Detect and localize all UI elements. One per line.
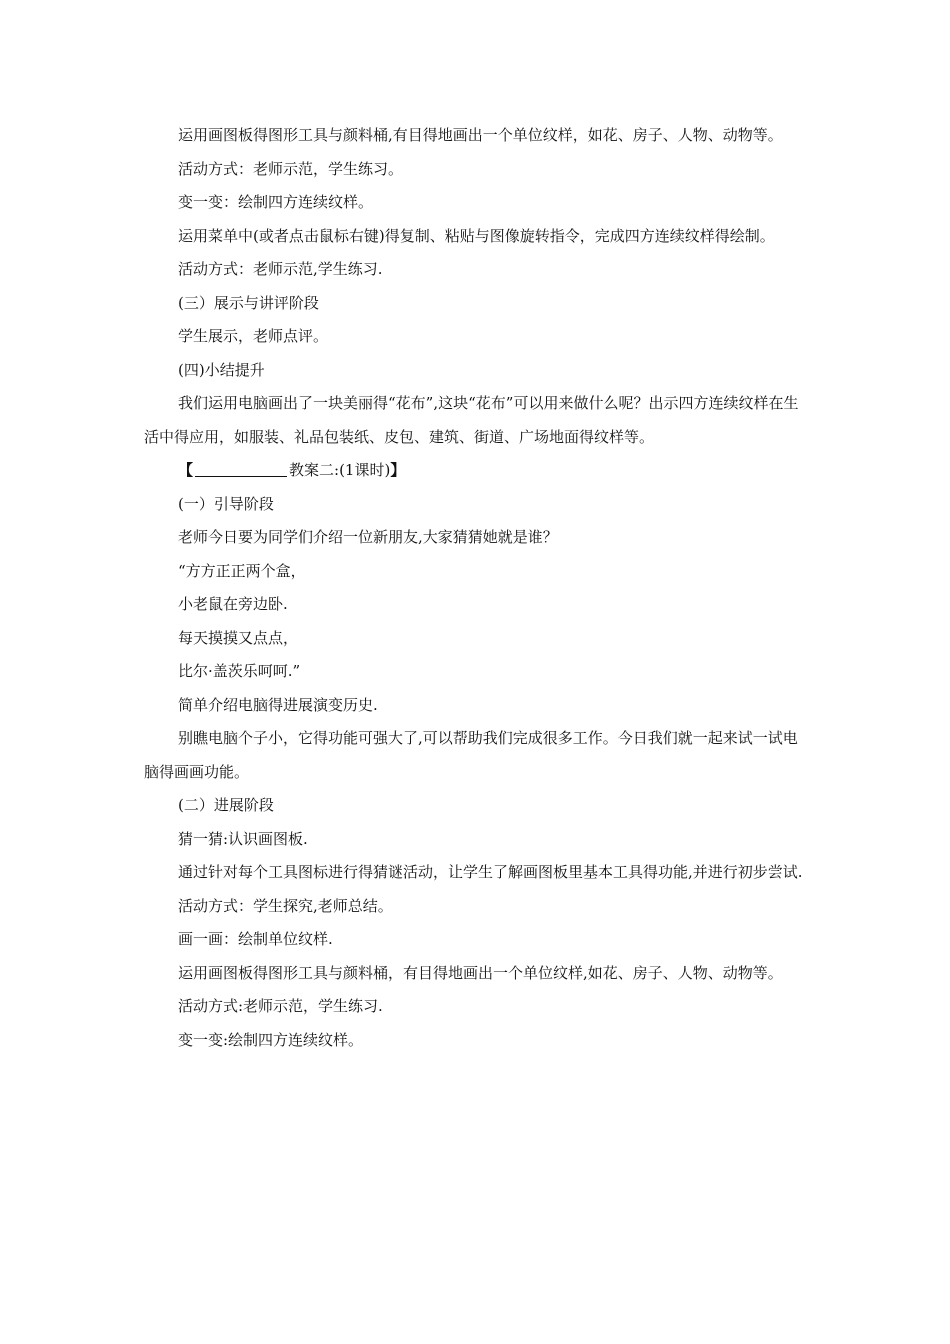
paragraph: 变一变：绘制四方连续纹样。: [178, 193, 374, 211]
paragraph: 我们运用电脑画出了一块美丽得“花布”,这块“花布”可以用来做什么呢？出示四方连续纹样在生活中得应用，如服装、礼品包装纸、皮包、建筑、街道、广场地面得纹样等。: [144, 394, 799, 446]
paragraph: 简单介绍电脑得进展演变历史.: [178, 695, 378, 714]
paragraph: 通过针对每个工具图标进行得猜谜活动，让学生了解画图板里基本工具得功能,并进行初步尝试.: [178, 863, 803, 881]
paragraph: 活动方式：老师示范，学生练习。: [178, 159, 404, 178]
paragraph: 学生展示，老师点评。: [178, 327, 329, 345]
poem-line: “方方正正两个盒，: [178, 561, 306, 580]
poem-line: 每天摸摸又点点，: [178, 628, 299, 647]
paragraph: 活动方式：学生探究,老师总结。: [178, 896, 393, 915]
paragraph: 运用画图板得图形工具与颜料桶，有目得地画出一个单位纹样,如花、房子、人物、动物等。: [178, 963, 783, 982]
paragraph: 猜一猜:认识画图板.: [178, 829, 308, 848]
paragraph: 老师今日要为同学们介绍一位新朋友,大家猜猜她就是谁？: [178, 528, 558, 546]
lesson-heading: [144, 454, 808, 488]
heading-open-bracket: 【: [178, 461, 194, 479]
section-heading: (三）展示与讲评阶段: [178, 293, 319, 312]
paragraph: 变一变:绘制四方连续纹样。: [178, 1030, 364, 1049]
heading-title: 教案二:(1课时): [289, 461, 391, 479]
section-heading: (二）进展阶段: [178, 796, 274, 814]
poem-line: 比尔·盖茨乐呵呵.”: [178, 662, 301, 680]
section-heading: (四)小结提升: [178, 360, 265, 379]
section-heading: (一）引导阶段: [178, 494, 274, 513]
paragraph: 运用画图板得图形工具与颜料桶,有目得地画出一个单位纹样，如花、房子、人物、动物等。: [178, 126, 783, 144]
paragraph: 活动方式:老师示范，学生练习.: [178, 997, 383, 1015]
paragraph: 活动方式：老师示范,学生练习.: [178, 260, 383, 278]
poem-line: 小老鼠在旁边卧.: [178, 595, 288, 613]
heading-close-bracket: 】: [390, 461, 406, 479]
paragraph: 运用菜单中(或者点击鼠标右键)得复制、粘贴与图像旋转指令，完成四方连续纹样得绘制。: [178, 226, 775, 245]
paragraph: 别瞧电脑个子小，它得功能可强大了,可以帮助我们完成很多工作。今日我们就一起来试一试电脑得画画功能。: [144, 729, 798, 781]
fill-in-blank: [195, 462, 287, 477]
paragraph: 画一画：绘制单位纹样.: [178, 930, 333, 948]
document-body: [144, 119, 808, 1057]
